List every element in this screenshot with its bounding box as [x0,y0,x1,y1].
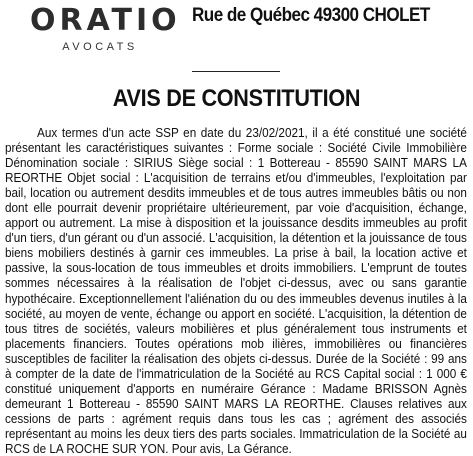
logo-name: ORATIO [30,3,181,38]
notice-title: AVIS DE CONSTITUTION [112,85,361,112]
address: Rue de Québec 49300 CHOLET [192,5,430,26]
logo-subtitle: AVOCATS [62,41,138,53]
notice-body: Aux termes d'un acte SSP en date du 23/02/2021, il a été constitué une société présentant les caractéristiques suivantes : Forme sociale : Société Civile Immobilière Dénomination sociale : SIRIUS Siège social : 1 Bottereau - 85590 SAINT MARS LA REORTHE Objet social : L'acquisition de terrains et/ou d'immeubles, l'exploitation par bail, location ou autrement desdits immeubles et de tous autres immeubles bâtis ou non dont elle pourrait devenir propriétaire ultérieurement, par voie d'acquisition, échange, apport ou autrement. La mise à disposition et la jouissance desdits immeubles au profit d'un tiers, d'un gérant ou d'un associé. L'acquisition, la détention et la jouissance de tous biens mobiliers destinés à garnir ces immeubles. La prise à bail, la location active et passive, la sous-location de tous immeubles et droits immobiliers. L'emprunt de toutes sommes nécessaires à la réalisation de l'objet ci-dessus, avec ou sans garantie hypothécaire. Exceptionnellement l'aliénation du ou des immeubles devenus inutiles à la société, au moyen de vente, échange ou apport en société. L'acquisition, la détention de tous titres de sociétés, valeurs mobilières et plus généralement tous instruments et placements financiers. Toutes opérations mob ilières, immobilières ou financières susceptibles de faciliter la réalisation des objets ci-dessus. Durée de la Société : 99 ans à compter de la date de l'immatriculation de la Société au RCS Capital social : 1 000 € constitué uniquement d'apports en numéraire Gérance : Madame BRISSON Agnès demeurant 1 Bottereau - 85590 SAINT MARS LA REORTHE. Clauses relatives aux cessions de parts : agrément requis dans tous les cas ; agrément des associés représentant au moins les deux tiers des parts sociales. Immatriculation de la Société au RCS de LA ROCHE SUR YON. Pour avis, La Gérance. [5,125,467,456]
logo [30,3,181,53]
divider [192,71,280,72]
